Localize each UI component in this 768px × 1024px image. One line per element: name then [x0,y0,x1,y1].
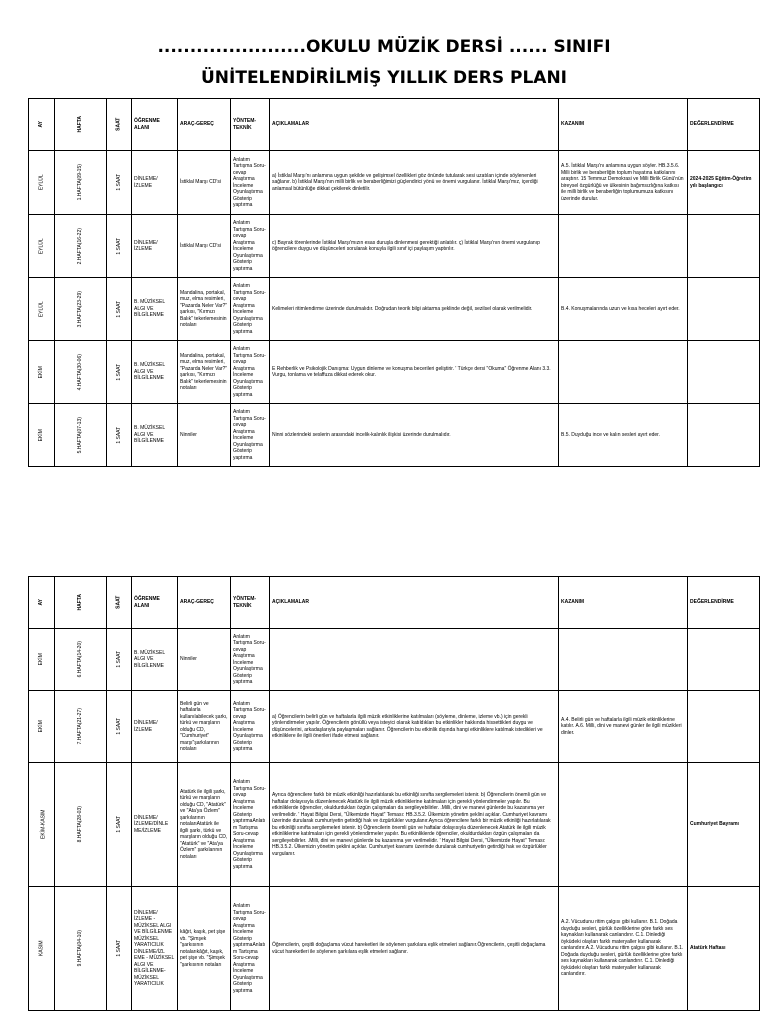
cell-degerlendirme: 2024-2025 Eğitim-Öğretim yılı başlangıcı [688,151,760,215]
cell-ogrenme: B. MÜZİKSEL ALGI VE BİLGİLENME [132,629,178,691]
cell-ay: EKİM [29,691,55,763]
cell-yontem: Anlatım Tartışma Soru-cevap Araştırma İnceleme Oyunlaştırma Gösterip yaptırma [231,278,270,341]
cell-kazanim [559,763,688,887]
cell-arac: Mandalina, portakal, muz, elma resimleri, "Pazarda Neler Var?" şarkısı, "Kırmızı Balık" tekerlemesinin notaları [178,341,231,404]
cell-kazanim [559,341,688,404]
cell-yontem: Anlatım Tartışma Soru-cevap Araştırma İnceleme Oyunlaştırma Gösterip yaptırma [231,151,270,215]
table-row [29,341,760,404]
header-degerlendirme: DEĞERLENDİRME [688,99,760,151]
cell-degerlendirme [688,691,760,763]
cell-kazanim [559,629,688,691]
header-arac-gerec: ARAÇ-GEREÇ [178,99,231,151]
cell-hafta: 2.HAFTA(16-22) [55,215,107,278]
header-saat: SAAT [107,577,132,629]
cell-degerlendirme: Atatürk Haftası [688,887,760,1011]
cell-kazanim: A.2. Vücudunu ritim çalgısı gibi kullanır. B.1. Doğada duyduğu sesleri, gürlük özelliklerine göre farklı ses kaynakları kullanarak canlandırır. C.1. Dinlediği öyküdeki olayları farklı materyaller kullanarak canlandırır.A.2. Vücudunu ritim çalgısı gibi kullanır. B.1. Doğada duyduğu sesleri, gürlük özelliklerine göre farklı ses kaynakları kullanarak canlandırır. C.1. Dinlediği öyküdeki olayları farklı materyaller kullanarak canlandırır. [559,887,688,1011]
table-row [29,887,760,1011]
cell-kazanim [559,215,688,278]
header-degerlendirme: DEĞERLENDİRME [688,577,760,629]
cell-hafta: 5.HAFTA(07-13) [55,404,107,467]
cell-degerlendirme [688,629,760,691]
cell-ogrenme: B. MÜZİKSEL ALGI VE BİLGİLENME [132,341,178,404]
cell-saat: 1 SAAT [107,278,132,341]
cell-yontem: Anlatım Tartışma Soru-cevap Araştırma İnceleme Oyunlaştırma Gösterip yaptırma [231,629,270,691]
cell-yontem: Anlatım Tartışma Soru-cevap Araştırma İnceleme Oyunlaştırma Gösterip yaptırma [231,341,270,404]
cell-arac: Mandalina, portakal, muz, elma resimleri, "Pazarda Neler Var?" şarkısı, "Kırmızı Balık" tekerlemesinin notaları [178,278,231,341]
cell-ogrenme: DİNLEME/ İZLEME/DİNLE ME/İZLEME [132,763,178,887]
cell-arac: İstiklal Marşı CD'si [178,215,231,278]
cell-ogrenme: DİNLEME/ İZLEME - MÜZİKSEL ALGI VE BİLGİLENME MÜZİKSEL YARATICILIK DİNLEME/İZL EME - MÜZİKSEL ALGI VE BİLGİLENME-MÜZİKSEL YARATICILIK [132,887,178,1011]
table-row [29,215,760,278]
header-aciklamalar: AÇIKLAMALAR [270,577,559,629]
cell-yontem: Anlatım Tartışma Soru-cevap Araştırma İnceleme Gösterip yaptırmaAnlatım Tartışma Soru-cevap Araştırma İnceleme Oyunlaştırma Gösterip yaptırma [231,887,270,1011]
cell-ay: EYLÜL [29,278,55,341]
cell-yontem: Anlatım Tartışma Soru-cevap Araştırma İnceleme Oyunlaştırma Gösterip yaptırma [231,691,270,763]
cell-aciklama: a) İstiklal Marşı'nı anlamına uygun şekilde ve gelişimsel özellikleri göz önünde tutularak sesi uzatılan içinde söylenenleri sağlanır. b) İstiklal Marşı'nın milli birlik ve beraberliğimizi güçlendirici yönü ve önemi vurgulanır. İstiklal Marşı'mız, içerdiği anlamsal bütünlüğe dikkat çekilerek dinletilir. [270,151,559,215]
cell-kazanim: A.5. İstiklal Marşı'nı anlamına uygun söyler. HB.3.5.6. Milli birlik ve beraberliğin toplum hayatına katkılarını araştırır. 15 Temmuz Demokrasi ve Milli Birlik Günü'nün bireysel özgürlüğü ve ülkesinin bağımsızlığına katkısı ile milli birlik ve beraberliğin toplumumuza katkısını üzerinde durulur. [559,151,688,215]
cell-hafta: 1.HAFTA(09-15) [55,151,107,215]
cell-aciklama: E Rehberlik ve Psikolojik Danışma: Uygun dinleme ve konuşma becerileri geliştirir. ' Türkçe dersi "Okuma" Öğrenme Alanı 3.3. Vurgu, tonlama ve telaffuza dikkat ederek okur. [270,341,559,404]
cell-ay: EKİM [29,341,55,404]
header-kazanim: KAZANIM [559,99,688,151]
cell-degerlendirme: Cumhuriyet Bayramı [688,763,760,887]
header-aciklamalar: AÇIKLAMALAR [270,99,559,151]
cell-ogrenme: DİNLEME/ İZLEME [132,151,178,215]
cell-arac: kâğıt, kaşık, pet şişe vb. "Şimşek "şarkısının notalarıkâğıt, kaşık, pet şişe vb. "Şimşek "şarkısının notaları [178,887,231,1011]
cell-ay: EYLÜL [29,215,55,278]
cell-aciklama: Ayrıca öğrencilere farklı bir müzik etkinliği hazırlatılarak bu etkinliği sınıfta sergilemeleri istenir. b) Öğrencilerin önemli gün ve haftalar dolayısıyla düzenlenecek Atatürk ile ilgili müzik etkinliklerine katılmaları için gerekli yönlendirmeler yapılır. Bu etkinliklerde öğrenciler, okuldurdukları özgün çalışmaları da sergileyebilirler. .Milli, dini ve manevi günlerde bu kazanıma yer verilmelidir. ' Hayat Bilgisi Dersi, "Ülkemizde Hayat" Teması: HB.3.5.2. Ülkemizin yönetim şeklini açıklar. Cumhuriyet kavramı üzerinde durularak cumhuriyetin getirdiği hak ve özgürlükler vurgulanır.Ayrıca öğrencilere farklı bir müzik etkinliği hazırlatılarak bu etkinliği sınıfta sergilemeleri istenir. b) Öğrencilerin önemli gün ve haftalar dolayısıyla düzenlenecek Atatürk ile ilgili müzik etkinliklerine katılmaları için gerekli yönlendirmeler yapılır. Bu etkinliklerde öğrenciler, okuldurdukları özgün çalışmaları da sergileyebilirler. .Milli, dini ve manevi günlerde bu kazanıma yer verilmelidir. ' Hayat Bilgisi Dersi, "Ülkemizde Hayat" Teması: HB.3.5.2. Ülkemizin yönetim şeklini açıklar. Cumhuriyet kavramı üzerinde durularak cumhuriyetin getirdiği hak ve özgürlükler vurgulanır. [270,763,559,887]
header-kazanim: KAZANIM [559,577,688,629]
table-row [29,151,760,215]
cell-aciklama: Kelimeleri ritimlendirme üzerinde durulmalıdır. Doğrudan teorik bilgi aktarma şeklinde değil, sezilsel olarak verilmelidir. [270,278,559,341]
plan-title-main: ÜNİTELENDİRİLMİŞ YILLIK DERS PLANI [200,68,568,88]
cell-saat: 1 SAAT [107,404,132,467]
cell-saat: 1 SAAT [107,341,132,404]
header-ogrenme-alani: ÖĞRENME ALANI [132,577,178,629]
header-yontem-teknik: YÖNTEM-TEKNİK [231,577,270,629]
header-ay: AY [29,577,55,629]
cell-degerlendirme [688,341,760,404]
cell-ogrenme: DİNLEME/ İZLEME [132,691,178,763]
cell-yontem: Anlatım Tartışma Soru-cevap Araştırma İnceleme Oyunlaştırma Gösterip yaptırma [231,404,270,467]
cell-saat: 1 SAAT [107,691,132,763]
cell-yontem: Anlatım Tartışma Soru-cevap Araştırma İnceleme Oyunlaştırma Gösterip yaptırma [231,215,270,278]
cell-saat: 1 SAAT [107,887,132,1011]
cell-saat: 1 SAAT [107,629,132,691]
cell-kazanim: B.5. Duyduğu ince ve kalın sesleri ayırt eder. [559,404,688,467]
table-row [29,278,760,341]
header-saat: SAAT [107,99,132,151]
cell-hafta: 4.HAFTA(30-06) [55,341,107,404]
cell-ogrenme: B. MÜZİKSEL ALGI VE BİLGİLENME [132,404,178,467]
cell-aciklama: a) Öğrencilerin belirli gün ve haftalarla ilgili müzik etkinliklerine katılmaları (söyleme, dinleme, izleme vb.) için gerekli yönlendirmeler yapılır. Öğrencilerin gönüllü veya isteyici olarak katıldıkları bu etkinlikler hakkında hissettikleri duygu ve düşüncelerini, arkadaşlarıyla paylaşmaları sağlanır. Öğrencilerin bu etkinlik dışında hangi etkinliklere katılmak istedikleri ve etkinliklere ile ilgili önerileri ifade etmesi sağlanır. [270,691,559,763]
cell-ay: EKİM-KASIM [29,763,55,887]
cell-degerlendirme [688,215,760,278]
cell-aciklama [270,629,559,691]
header-hafta: HAFTA [55,577,107,629]
cell-saat: 1 SAAT [107,215,132,278]
cell-hafta: 8.HAFTA(28-03) [55,763,107,887]
cell-arac: Atatürk ile ilgili şarkı, türkü ve marşların olduğu CD, "Atatürk" ve "Ata'ya Özlem" şarkılarının notalarıAtatürk ile ilgili şarkı, türkü ve marşların olduğu CD, "Atatürk" ve "Ata'ya Özlem" şarkılarının notaları [178,763,231,887]
plan-title-school: .......................OKULU MÜZİK DERSİ ...... SINIFI [157,37,611,57]
table-row [29,404,760,467]
cell-degerlendirme [688,404,760,467]
yearly-plan-table-2 [28,576,760,1011]
cell-ogrenme: B. MÜZİKSEL ALGI VE BİLGİLENME [132,278,178,341]
cell-arac: Ninniler [178,629,231,691]
yearly-plan-table-1 [28,98,760,467]
cell-ay: EYLÜL [29,151,55,215]
cell-ay: KASIM [29,887,55,1011]
table-row [29,629,760,691]
cell-saat: 1 SAAT [107,763,132,887]
header-hafta: HAFTA [55,99,107,151]
table-row [29,691,760,763]
cell-yontem: Anlatım Tartışma Soru-cevap Araştırma İnceleme Gösterip yaptırmaAnlatım Tartışma Soru-cevap Araştırma İnceleme Oyunlaştırma Gösterip yaptırma [231,763,270,887]
cell-hafta: 3.HAFTA(23-29) [55,278,107,341]
cell-arac: İstiklal Marşı CD'si [178,151,231,215]
header-arac-gerec: ARAÇ-GEREÇ [178,577,231,629]
cell-aciklama: Ninni sözlerindeki seslerin arasındaki incelik-kalınlık ilişkisi üzerinde durulmalıdır. [270,404,559,467]
table-header-row [29,577,760,629]
header-ay: AY [29,99,55,151]
header-yontem-teknik: YÖNTEM-TEKNİK [231,99,270,151]
cell-kazanim: A.4. Belirli gün ve haftalarla ilgili müzik etkinliklerine katılır. A.6. Milli, dini ve manevi günler ile ilgili müzikleri dinler. [559,691,688,763]
cell-saat: 1 SAAT [107,151,132,215]
cell-ay: EKİM [29,404,55,467]
cell-arac: Ninniler [178,404,231,467]
header-ogrenme-alani: ÖĞRENME ALANI [132,99,178,151]
cell-hafta: 6.HAFTA(14-20) [55,629,107,691]
table-header-row [29,99,760,151]
cell-kazanim: B.4. Konuşmalarında uzun ve kısa heceleri ayırt eder. [559,278,688,341]
cell-hafta: 9.HAFTA(04-10) [55,887,107,1011]
table-row [29,763,760,887]
cell-ay: EKİM [29,629,55,691]
cell-arac: Belirli gün ve haftalarla kullanılabilecek şarkı, türkü ve marşların olduğu CD, "Cumhuriyet" marşı"şarkılarının notaları [178,691,231,763]
cell-hafta: 7.HAFTA(21-27) [55,691,107,763]
cell-aciklama: Öğrencilerin, çeşitli doğaçlama vücut hareketleri ile söylenen şarkılara eşlik etmeleri sağlanır.Öğrencilerin, çeşitli doğaçlama vücut hareketleri ile söylenen şarkılara eşlik etmeleri sağlanır. [270,887,559,1011]
cell-aciklama: c) Bayrak törenlerinde İstiklal Marşı'mızın esas duruşla dinlenmesi gerektiği anlatılır. ç) İstiklal Marşı'nın önemi vurgulanıp öğrencilere duygu ve düşünceleri sorularak konuyla ilgili sınıf içi paylaşım yaptırılır. [270,215,559,278]
cell-ogrenme: DİNLEME/ İZLEME [132,215,178,278]
cell-degerlendirme [688,278,760,341]
